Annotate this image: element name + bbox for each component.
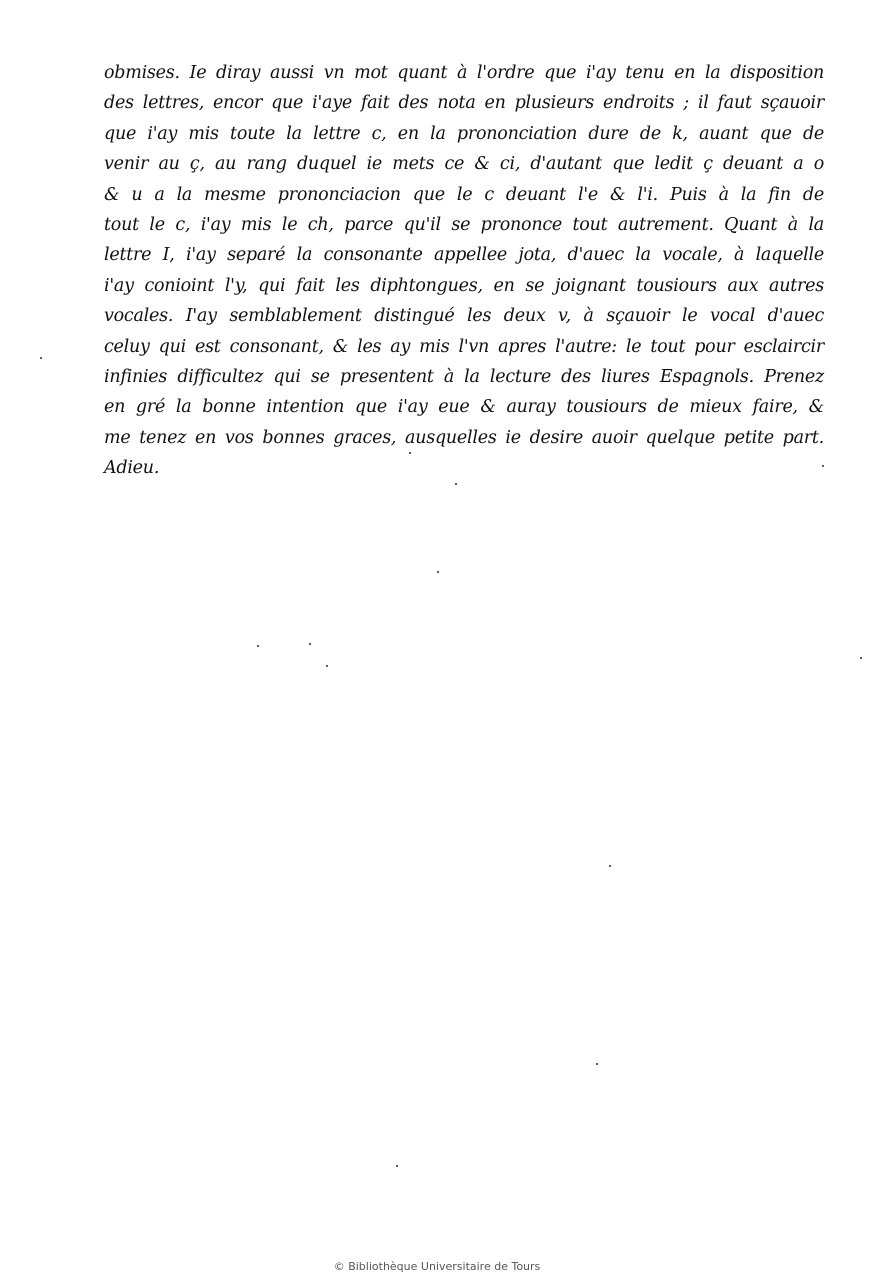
scan-speck bbox=[257, 645, 259, 647]
text-line: infinies difficultez qui se presentent à la lecture des liures Espagnols. Prenez bbox=[104, 366, 824, 387]
scan-speck bbox=[609, 865, 611, 867]
scan-speck bbox=[326, 665, 328, 667]
text-line: Adieu. bbox=[104, 458, 160, 479]
text-line: que i'ay mis toute la lettre c, en la prononciation dure de k, auant que de bbox=[104, 123, 824, 144]
scan-speck bbox=[455, 483, 457, 485]
scan-speck bbox=[40, 357, 42, 359]
text-line: vocales. I'ay semblablement distingué les deux v, à sçauoir le vocal d'auec bbox=[104, 306, 824, 327]
text-line: en gré la bonne intention que i'ay eue & auray tousiours de mieux faire, & bbox=[104, 397, 824, 418]
scan-speck bbox=[822, 465, 824, 467]
text-line: des lettres, encor que i'aye fait des nota en plusieurs endroits ; il faut sçauoir bbox=[104, 93, 824, 114]
text-line: i'ay conioint l'y, qui fait les diphtongues, en se joignant tousiours aux autres bbox=[104, 275, 824, 296]
body-text bbox=[104, 58, 824, 483]
text-line: venir au ç, au rang duquel ie mets ce & ci, d'autant que ledit ç deuant a o bbox=[104, 154, 824, 175]
scan-speck bbox=[396, 1165, 398, 1167]
text-line: & u a la mesme prononciacion que le c deuant l'e & l'i. Puis à la fin de bbox=[104, 184, 824, 205]
scan-speck bbox=[309, 643, 311, 645]
scan-speck bbox=[860, 657, 862, 659]
scan-speck bbox=[596, 1063, 598, 1065]
text-line: celuy qui est consonant, & les ay mis l'vn apres l'autre: le tout pour esclaircir bbox=[104, 336, 824, 357]
text-line: me tenez en vos bonnes graces, ausquelles ie desire auoir quelque petite part. bbox=[104, 427, 824, 448]
text-line: tout le c, i'ay mis le ch, parce qu'il se prononce tout autrement. Quant à la bbox=[104, 214, 824, 235]
text-line: lettre I, i'ay separé la consonante appellee jota, d'auec la vocale, à laquelle bbox=[104, 245, 824, 266]
scan-speck bbox=[437, 571, 439, 573]
copyright-footer: © Bibliothèque Universitaire de Tours bbox=[333, 1260, 541, 1273]
scan-speck bbox=[409, 452, 411, 454]
text-line: obmises. Ie diray aussi vn mot quant à l'ordre que i'ay tenu en la disposition bbox=[104, 63, 824, 83]
